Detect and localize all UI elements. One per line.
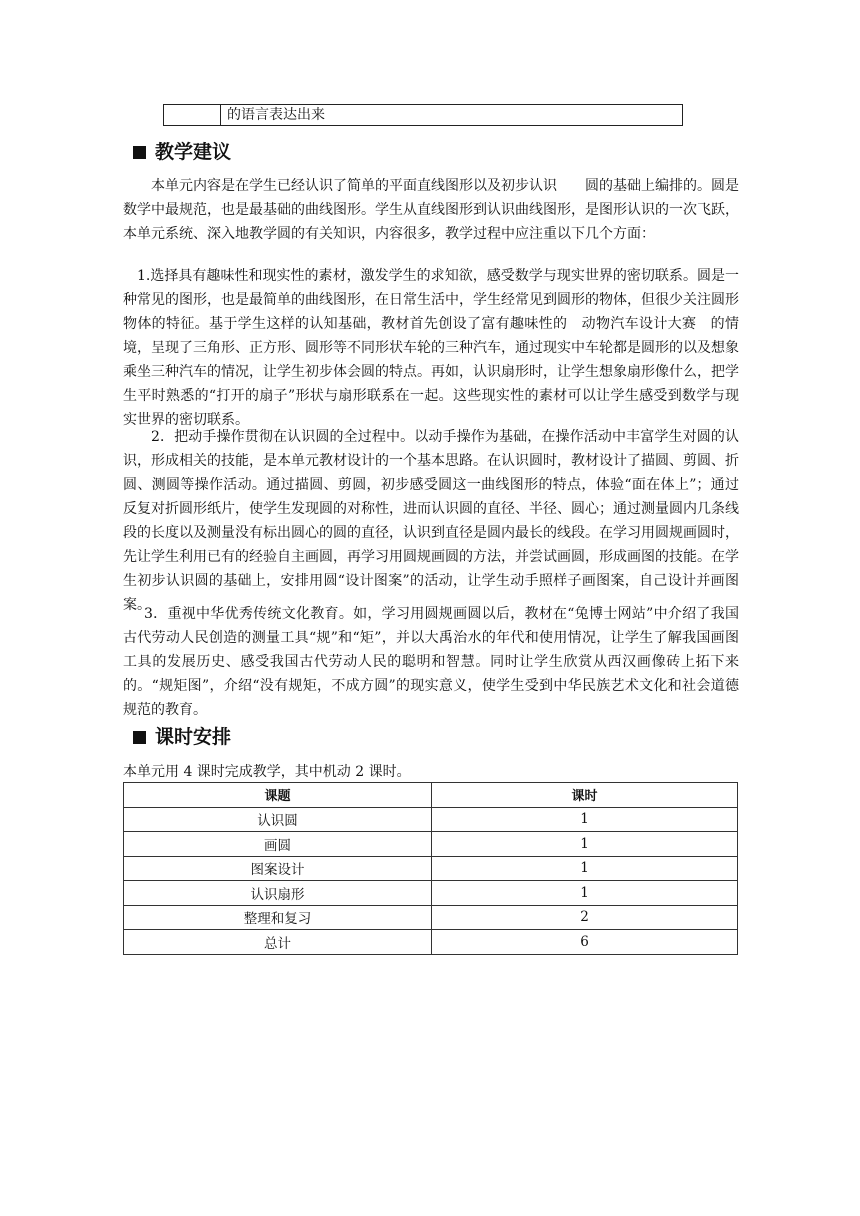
topic-cell: 总计 [124,930,432,955]
continued-table-row [163,104,683,126]
hours-cell: 1 [432,856,738,881]
hours-cell: 1 [432,832,738,857]
topic-cell: 认识圆 [124,807,432,832]
topic-cell: 画圆 [124,832,432,857]
hours-cell: 1 [432,807,738,832]
heading-text: 课时安排 [155,726,232,748]
hours-cell: 6 [432,930,738,955]
table-cell-text: 的语言表达出来 [227,107,325,123]
column-header-topic: 课题 [124,783,432,808]
square-bullet-icon [133,731,146,744]
table-row [124,905,738,930]
intro-paragraph: 本单元内容是在学生已经认识了简单的平面直线图形以及初步认识 圆的基础上编排的。圆是数学中最规范，也是最基础的曲线图形。学生从直线图形到认识曲线图形，是图形认识的一次飞跃，本单元系统、深入地教学圆的有关知识，内容很多，教学过程中应注重以下几个方面： [123,178,739,242]
point-2-paragraph: 2．把动手操作贯彻在认识圆的全过程中。以动手操作为基础，在操作活动中丰富学生对圆的认识，形成相关的技能，是本单元教材设计的一个基本思路。在认识圆时，教材设计了描圆、剪圆、折圆、测圆等操作活动。通过描圆、剪圆，初步感受圆这一曲线图形的特点，体验“面在体上”；通过反复对折圆形纸片，使学生发现圆的对称性，进而认识圆的直径、半径、圆心；通过测量圆内几条线段的长度以及测量没有标出圆心的圆的直径，认识到直径是圆内最长的线段。在学习用圆规画圆时，先让学生利用已有的经验自主画圆，再学习用圆规画圆的方法，并尝试画圆，形成画图的技能。在学生初步认识圆的基础上，安排用圆“设计图案”的活动，让学生动手照样子画图案，自己设计并画图案。 [123,429,739,613]
table-row [124,807,738,832]
table-row [124,856,738,881]
table-row [124,881,738,906]
point-1-paragraph: 1.选择具有趣味性和现实性的素材，激发学生的求知欲，感受数学与现实世界的密切联系。圆是一种常见的图形，也是最简单的曲线图形，在日常生活中，学生经常见到圆形的物体，但很少关注圆形物体的特征。基于学生这样的认知基础，教材首先创设了富有趣味性的 动物汽车设计大赛 的情境，呈现了三角形、正方形、圆形等不同形状车轮的三种汽车，通过现实中车轮都是圆形的以及想象乘坐三种汽车的情况，让学生初步体会圆的特点。再如，认识扇形时，让学生想象扇形像什么，把学生平时熟悉的“打开的扇子”形状与扇形联系在一起。这些现实性的素材可以让学生感受到数学与现实世界的密切联系。 [123,268,739,428]
table-row [124,832,738,857]
schedule-note: 本单元用 4 课时完成教学，其中机动 2 课时。 [123,764,411,780]
schedule-table [123,782,738,955]
topic-cell: 认识扇形 [124,881,432,906]
hours-cell: 1 [432,881,738,906]
topic-cell: 图案设计 [124,856,432,881]
empty-cell [164,105,221,125]
heading-text: 教学建议 [155,141,232,163]
table-header-row [124,783,738,808]
square-bullet-icon [133,146,146,159]
section-heading-teaching [133,139,231,165]
section-heading-schedule [133,724,231,750]
point-3-paragraph: 3．重视中华优秀传统文化教育。如，学习用圆规画圆以后，教材在“兔博士网站”中介绍了我国古代劳动人民创造的测量工具“规”和“矩”，并以大禹治水的年代和使用情况，让学生了解我国画图工具的发展历史、感受我国古代劳动人民的聪明和智慧。同时让学生欣赏从西汉画像砖上拓下来的。“规矩图”，介绍“没有规矩，不成方圆”的现实意义，使学生受到中华民族艺术文化和社会道德规范的教育。 [123,606,739,718]
table-row-total [124,930,738,955]
hours-cell: 2 [432,905,738,930]
topic-cell: 整理和复习 [124,905,432,930]
column-header-hours: 课时 [432,783,738,808]
